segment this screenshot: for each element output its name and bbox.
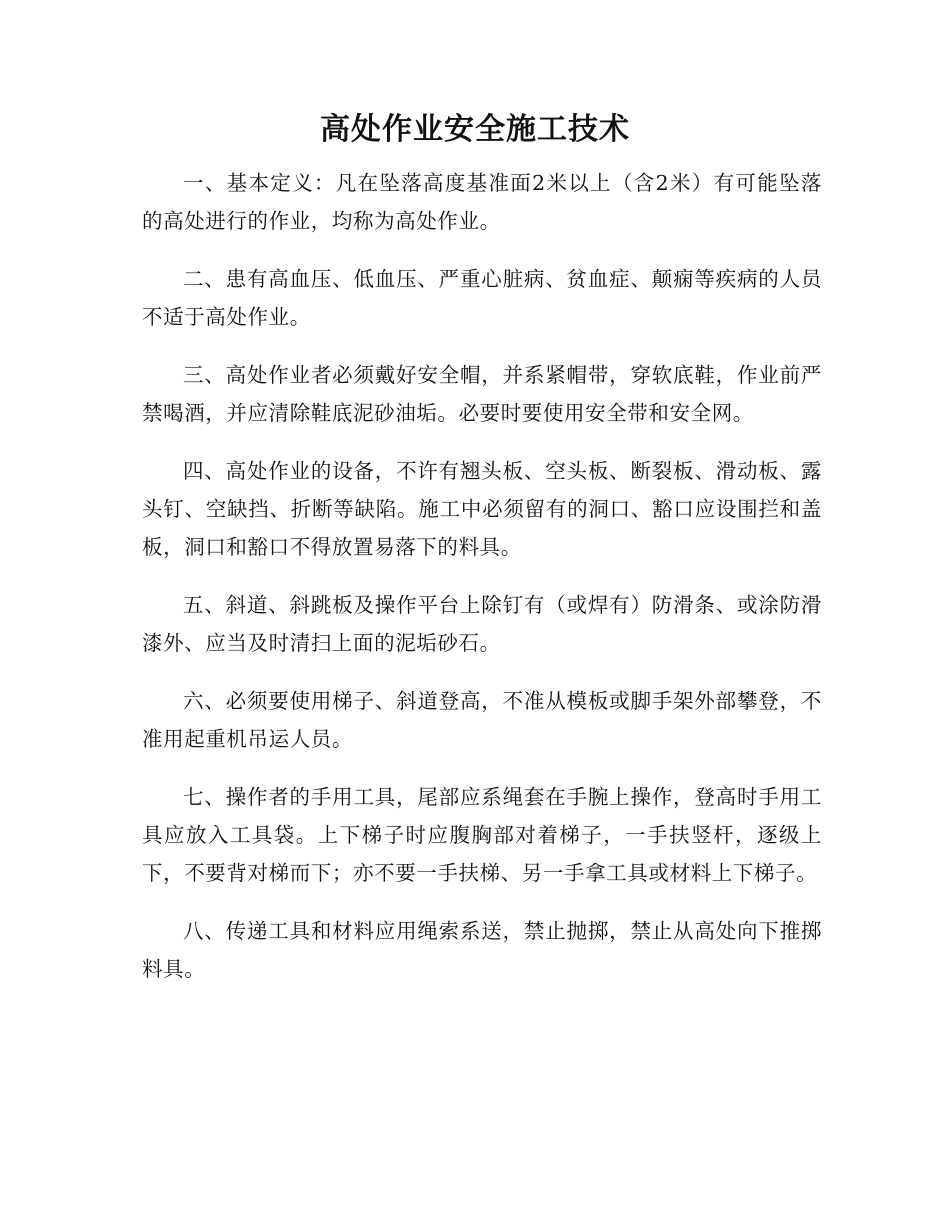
paragraph-2: 二、患有高血压、低血压、严重心脏病、贫血症、颠痫等疾病的人员不适于高处作业。: [142, 267, 822, 329]
paragraph-4: 四、高处作业的设备，不许有翘头板、空头板、断裂板、滑动板、露头钉、空缺挡、折断等缺陷。施工中必须留有的洞口、豁口应设围拦和盖板，洞口和豁口不得放置易落下的料具。: [142, 459, 822, 559]
paragraph-6: 六、必须要使用梯子、斜道登高，不准从模板或脚手架外部攀登，不准用起重机吊运人员。: [142, 689, 822, 751]
paragraph-5: 五、斜道、斜跳板及操作平台上除钉有（或焊有）防滑条、或涂防滑漆外、应当及时清扫上面的泥垢砂石。: [142, 593, 822, 655]
paragraph-1: 一、基本定义：凡在坠落高度基准面2米以上（含2米）有可能坠落的高处进行的作业，均称为高处作业。: [142, 171, 822, 233]
paragraph-8: 八、传递工具和材料应用绳索系送，禁止抛掷，禁止从高处向下推掷料具。: [142, 919, 822, 981]
document-title: 高处作业安全施工技术: [320, 112, 630, 147]
document-body: [142, 164, 822, 1008]
paragraph-3: 三、高处作业者必须戴好安全帽，并系紧帽带，穿软底鞋，作业前严禁喝酒，并应清除鞋底泥砂油垢。必要时要使用安全带和安全网。: [142, 363, 822, 425]
paragraph-7: 七、操作者的手用工具，尾部应系绳套在手腕上操作，登高时手用工具应放入工具袋。上下梯子时应腹胸部对着梯子，一手扶竖杆，逐级上下，不要背对梯而下；亦不要一手扶梯、另一手拿工具或材料上下梯子。: [142, 785, 822, 885]
